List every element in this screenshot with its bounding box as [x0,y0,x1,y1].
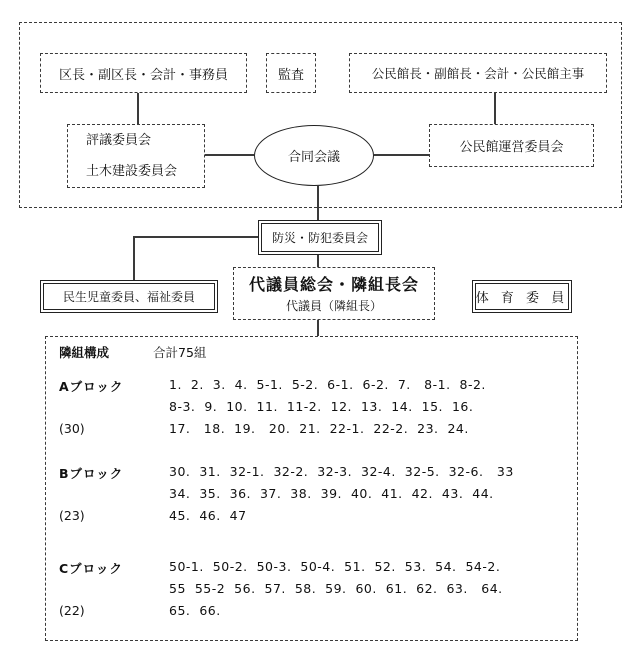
block-c-line-3: 65. 66. [169,603,221,618]
joint-meeting-ellipse [254,125,374,186]
delegates-title: 代議員総会・隣組長会 [248,274,419,294]
delegates-box [233,267,435,320]
welfare-committee-box [40,280,218,313]
joint-meeting-label: 合同会議 [287,150,340,165]
connector-disaster-branch-h [133,236,258,238]
connector-joint-disaster [317,186,319,220]
council-line1: 評議委員会 [86,133,152,148]
block-c-count: (22) [59,603,85,618]
block-c-label: Cブロック [59,561,123,576]
roster-heading: 隣組構成 [59,345,110,360]
welfare-committee-label: 民生児童委員、福祉委員 [62,290,195,304]
block-a-line-2: 8-3. 9. 10. 11. 11-2. 12. 13. 14. 15. 16. [169,399,474,414]
block-c-line-1: 50-1. 50-2. 50-3. 50-4. 51. 52. 53. 54. 54-2. [169,559,501,574]
block-b-label: Bブロック [59,466,124,481]
block-b-line-3: 45. 46. 47 [169,508,247,523]
hall-committee-label: 公民館運営委員会 [459,140,564,155]
block-b-line-2: 34. 35. 36. 37. 38. 39. 40. 41. 42. 43. 44. [169,486,494,501]
roster-total: 合計75組 [153,345,207,360]
connector-joint-hallcommittee [374,154,429,156]
connector-council-joint [205,154,254,156]
connector-hallstaff-hallcommittee [494,93,496,124]
block-b-line-1: 30. 31. 32-1. 32-2. 32-3. 32-4. 32-5. 32-6. 33 [169,464,514,479]
sports-committee-box [472,280,572,313]
block-a-line-1: 1. 2. 3. 4. 5-1. 5-2. 6-1. 6-2. 7. 8-1. 8-2. [169,377,486,392]
audit-label: 監査 [277,67,304,83]
block-a-label: Aブロック [59,379,124,394]
hall-staff-label: 公民館長・副館長・会計・公民館主事 [371,66,585,81]
connector-officers-council [137,93,139,124]
audit-box [266,53,316,93]
delegates-subtitle: 代議員（隣組長） [285,298,382,313]
disaster-committee-label: 防災・防犯委員会 [271,231,368,245]
block-a-count: (30) [59,421,85,436]
officers-box [40,53,247,93]
connector-branch-welfare-v [133,236,135,280]
officers-label: 区長・副区長・会計・事務員 [58,67,228,83]
block-b-count: (23) [59,508,85,523]
block-a-line-3: 17. 18. 19. 20. 21. 22-1. 22-2. 23. 24. [169,421,469,436]
hall-committee-box [429,124,594,167]
disaster-committee-box [258,220,382,255]
connector-delegates-roster [317,320,319,336]
council-line2: 土木建設委員会 [86,164,178,179]
council-box [67,124,205,188]
block-c-line-2: 55 55-2 56. 57. 58. 59. 60. 61. 62. 63. 64. [169,581,503,596]
sports-committee-label: 体 育 委 員 [475,291,569,306]
roster-box [45,336,578,641]
hall-staff-box [349,53,607,93]
